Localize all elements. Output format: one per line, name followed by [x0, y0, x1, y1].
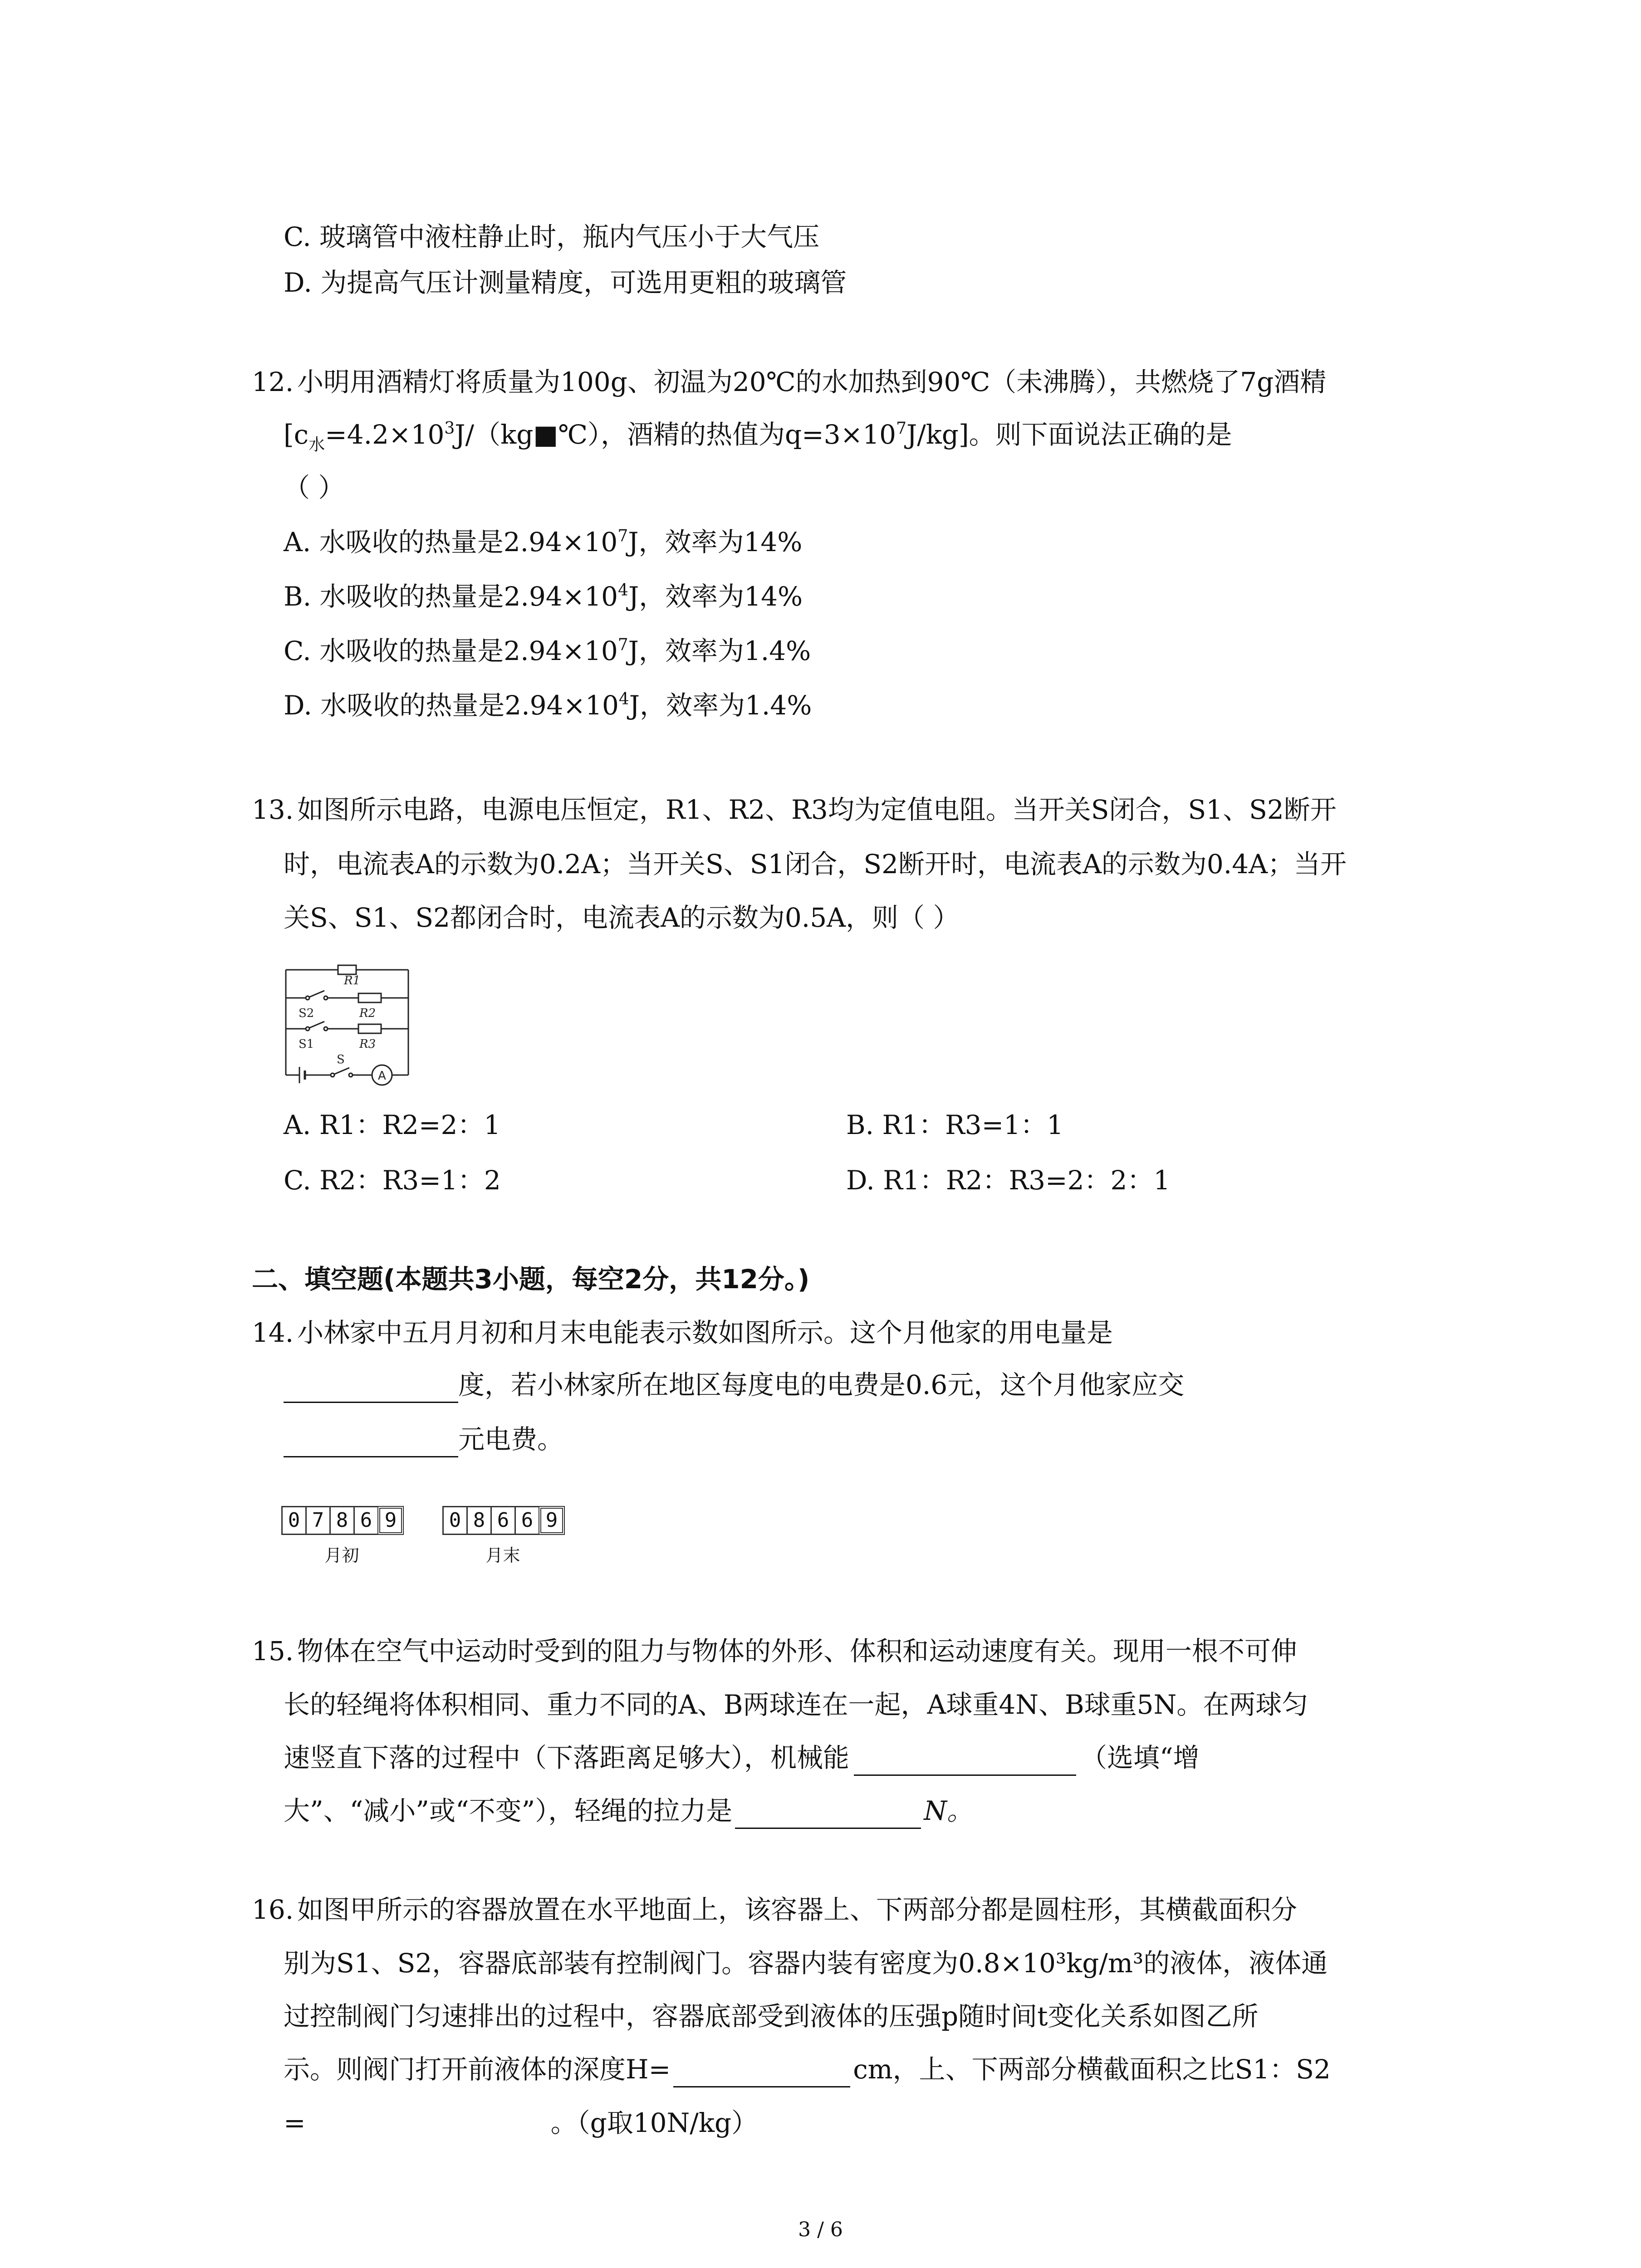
meter-start-digits: [281, 1506, 402, 1535]
q16-stem-line2: 别为S1、S2，容器底部装有控制阀门。容器内装有密度为0.8×10³kg/m³的液体，液体通: [284, 1948, 1328, 1979]
q16-stem-line1: 如图甲所示的容器放置在水平地面上，该容器上、下两部分都是圆柱形，其横截面积分: [297, 1894, 1298, 1925]
meter-end-digit: 6: [514, 1506, 540, 1535]
q15-stem-line3: 速竖直下落的过程中（下落距离足够大），机械能 （选填“增: [284, 1740, 1200, 1776]
resistor-r2: [358, 993, 381, 1002]
q15-blank-2[interactable]: [735, 1800, 921, 1829]
meter-start: [281, 1506, 402, 1566]
meter-start-digit: 8: [329, 1506, 355, 1535]
q12-stem-line2: [$c_水=4.2\times 10^3J/(kg■℃)$，酒精的热值为$q=3\times 10^7J/kg$]。则下面说法正确的是: [284, 419, 1232, 454]
resistor-r1: [338, 965, 356, 974]
q15-stem-line2: 长的轻绳将体积相同、重力不同的A、B两球连在一起，A球重4N、B球重5N。在两球匀: [284, 1689, 1308, 1720]
q13-number: 13.: [252, 794, 294, 825]
meter-end-digit: 8: [466, 1506, 492, 1535]
q11-option-c: C. 玻璃管中液柱静止时，瓶内气压小于大气压: [284, 221, 820, 252]
q12-option-a: A. 水吸收的热量是$2.94\times 10^7J$，效率为14%: [284, 527, 803, 557]
label-s1: S1: [299, 1037, 314, 1051]
q13-option-c: C. R2：R3=1：2: [284, 1165, 501, 1196]
q12-option-b: B. 水吸收的热量是$2.94\times 10^4J$，效率为14%: [284, 581, 803, 612]
q15-stem-line1: 物体在空气中运动时受到的阻力与物体的外形、体积和运动速度有关。现用一根不可伸: [297, 1636, 1298, 1667]
q14-blank-2[interactable]: [284, 1429, 458, 1457]
q13-stem-line1: 如图所示电路，电源电压恒定，R1、R2、R3均为定值电阻。当开关S闭合，S1、S2断开: [297, 794, 1337, 825]
q13-stem-line3: 关S、S1、S2都闭合时，电流表A的示数为0.5A，则（ ）: [284, 902, 960, 933]
q12-number: 12.: [252, 367, 294, 397]
q14-blank-1[interactable]: [284, 1374, 458, 1403]
switch-s1: [309, 1022, 324, 1028]
meter-end-label: 月末: [485, 1545, 520, 1565]
label-s2: S2: [299, 1007, 314, 1020]
resistor-r3: [358, 1024, 381, 1033]
q13-option-a: A. R1：R2=2：1: [284, 1110, 501, 1140]
label-s: S: [337, 1053, 345, 1066]
q15-stem-line4: 大”、“减小”或“不变”），轻绳的拉力是 N。: [284, 1793, 973, 1829]
q16-stem-line3: 过控制阀门匀速排出的过程中，容器底部受到液体的压强p随时间t变化关系如图乙所: [284, 2001, 1259, 2032]
q15-number: 15.: [252, 1636, 294, 1667]
switch-s: [334, 1068, 349, 1074]
q16-stem-line4: 示。则阀门打开前液体的深度H= cm，上、下两部分横截面积之比S1：S2: [284, 2051, 1331, 2087]
q12-stem-line1: 小明用酒精灯将质量为100g、初温为20℃的水加热到90℃（未沸腾），共燃烧了7g酒精: [297, 367, 1327, 397]
meter-end-digit: 6: [490, 1506, 516, 1535]
q14-stem-line3: 元电费。: [284, 1421, 563, 1457]
q12-option-d: D. 水吸收的热量是$2.94\times 10^4J$，效率为1.4%: [284, 690, 812, 721]
label-r2: R2: [359, 1007, 376, 1020]
q14-stem-line1: 小林家中五月月初和月末电能表示数如图所示。这个月他家的用电量是: [297, 1317, 1113, 1348]
label-r3: R3: [359, 1037, 376, 1051]
q15-blank-1[interactable]: [854, 1747, 1076, 1776]
q14-stem-line2: 度，若小林家所在地区每度电的电费是0.6元，这个月他家应交: [284, 1367, 1184, 1403]
switch-s2: [309, 991, 324, 997]
q13-circuit-diagram: [281, 956, 413, 1092]
q14-number: 14.: [252, 1317, 294, 1348]
meter-end-digits: [442, 1506, 563, 1535]
meter-end-digit: 0: [442, 1506, 468, 1535]
section-fill-in-blank-header: 二、填空题(本题共3小题，每空2分，共12分。): [252, 1264, 810, 1295]
meter-start-label: 月初: [324, 1545, 359, 1565]
meter-start-digit: 0: [281, 1506, 307, 1535]
q16-blank-1[interactable]: [673, 2059, 850, 2087]
q13-stem-line2: 时，电流表A的示数为0.2A；当开关S、S1闭合，S2断开时，电流表A的示数为0.4A；当开: [284, 849, 1347, 880]
page-number: 3 / 6: [798, 2218, 843, 2241]
q16-stem-line5: = 。（g取10N/kg）: [284, 2107, 758, 2138]
meter-start-digit: 7: [305, 1506, 331, 1535]
label-r1: R1: [344, 974, 361, 987]
q12-answer-bracket: （ ）: [284, 472, 345, 503]
q16-number: 16.: [252, 1894, 294, 1925]
meter-start-decimal-digit: 9: [377, 1506, 404, 1535]
q13-option-b: B. R1：R3=1：1: [846, 1110, 1064, 1140]
meter-start-digit: 6: [353, 1506, 379, 1535]
meter-end: [442, 1506, 563, 1566]
q12-option-c: C. 水吸收的热量是$2.94\times 10^7J$，效率为1.4%: [284, 635, 811, 666]
q13-option-d: D. R1：R2：R3=2：2：1: [846, 1165, 1171, 1196]
meter-end-decimal-digit: 9: [539, 1506, 565, 1535]
label-ammeter: A: [378, 1069, 386, 1083]
q11-option-d: D. 为提高气压计测量精度，可选用更粗的玻璃管: [284, 267, 847, 298]
